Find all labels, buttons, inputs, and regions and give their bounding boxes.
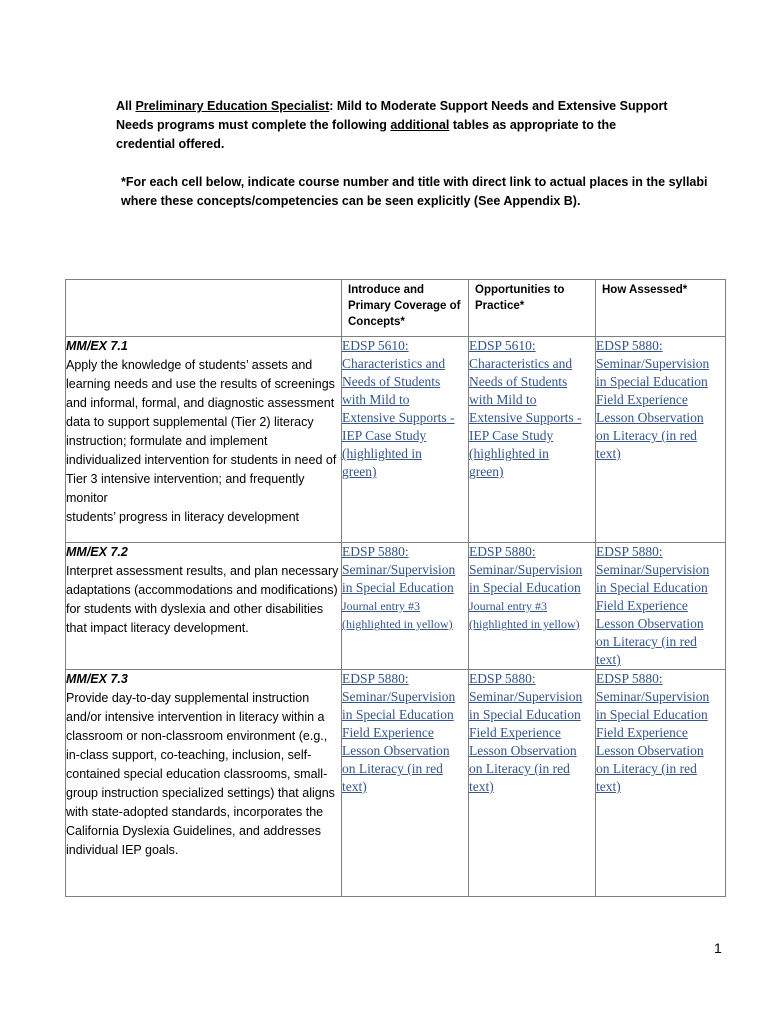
syllabus-link-line[interactable]: Field Experience: [596, 392, 688, 407]
syllabus-link-line[interactable]: EDSP 5880:: [596, 338, 663, 353]
practice-cell: [469, 670, 596, 897]
header-blank: [66, 280, 342, 337]
syllabus-link-line[interactable]: in Special Education: [596, 580, 708, 595]
standard-code: MM/EX 7.3: [66, 672, 128, 686]
syllabus-link-line[interactable]: Lesson Observation: [469, 743, 577, 758]
syllabus-link-line[interactable]: in Special Education: [596, 374, 708, 389]
standard-cell: [66, 337, 342, 543]
syllabus-link-line[interactable]: Lesson Observation: [596, 410, 704, 425]
introduce-cell: [342, 337, 469, 543]
syllabus-link-line[interactable]: Seminar/Supervision: [596, 689, 710, 704]
syllabus-link-line[interactable]: Journal entry #3: [469, 599, 547, 613]
syllabus-link-line[interactable]: with Mild to: [342, 392, 410, 407]
intro-prefix: All: [116, 99, 136, 113]
syllabus-link-line[interactable]: Extensive Supports -: [342, 410, 455, 425]
syllabus-link-line[interactable]: EDSP 5880:: [596, 671, 663, 686]
syllabus-link-line[interactable]: EDSP 5880:: [596, 544, 663, 559]
syllabus-link-line[interactable]: Field Experience: [342, 725, 434, 740]
syllabus-link-line[interactable]: on Literacy (in red: [596, 428, 697, 443]
syllabus-link-line[interactable]: Seminar/Supervision: [469, 689, 583, 704]
intro-suffix: tables as appropriate to the credential offered.: [116, 118, 617, 151]
syllabus-link-line[interactable]: in Special Education: [342, 580, 454, 595]
program-name: Preliminary Education Specialist: [135, 99, 330, 113]
syllabus-link-line[interactable]: Extensive Supports -: [469, 410, 582, 425]
standard-description-tail: students’ progress in literacy development: [66, 510, 299, 524]
syllabus-link-line[interactable]: with Mild to: [469, 392, 537, 407]
introduce-cell: [342, 670, 469, 897]
page-number: 1: [714, 940, 722, 956]
syllabus-link-line[interactable]: Seminar/Supervision: [596, 562, 710, 577]
competency-table: [65, 279, 726, 897]
syllabus-link-line[interactable]: green): [469, 464, 504, 479]
syllabus-link-line[interactable]: green): [342, 464, 377, 479]
syllabus-link-line[interactable]: Seminar/Supervision: [342, 689, 456, 704]
syllabus-link-line[interactable]: EDSP 5880:: [342, 544, 409, 559]
syllabus-link-line[interactable]: text): [469, 779, 494, 794]
syllabus-link-line[interactable]: text): [342, 779, 367, 794]
syllabus-link-line[interactable]: IEP Case Study: [469, 428, 554, 443]
standard-description: Apply the knowledge of students’ assets and learning needs and use the results of screenings and informal, formal, and diagnostic assessment data to support supplemental (Tier 2) literacy instruction; formulate and implement individualized intervention for students in need of Tier 3 intensive intervention; and frequently monitor: [66, 358, 337, 505]
syllabus-link-line[interactable]: in Special Education: [469, 580, 581, 595]
table-row: [66, 337, 726, 543]
standard-description: Interpret assessment results, and plan necessary adaptations (accommodations and modifications) for students with dyslexia and other disabilities that impact literacy development.: [66, 564, 339, 635]
syllabus-link-line[interactable]: on Literacy (in red: [596, 761, 697, 776]
syllabus-link-line[interactable]: EDSP 5880:: [342, 671, 409, 686]
standard-cell: [66, 543, 342, 670]
syllabus-link-line[interactable]: in Special Education: [469, 707, 581, 722]
syllabus-link-line[interactable]: (highlighted in yellow): [469, 617, 580, 631]
assessed-cell: [596, 670, 726, 897]
syllabus-link-line[interactable]: Journal entry #3: [342, 599, 420, 613]
standard-cell: [66, 670, 342, 897]
syllabus-link-line[interactable]: Characteristics and: [342, 356, 446, 371]
syllabus-link-line[interactable]: EDSP 5610:: [342, 338, 409, 353]
syllabus-link-line[interactable]: Needs of Students: [469, 374, 568, 389]
practice-cell: [469, 337, 596, 543]
standard-description: Provide day-to-day supplemental instruction and/or intensive intervention in literacy within a classroom or non-classroom environment (e.g., in-class support, co-teaching, inclusion, self-contained special education classrooms, small-group instruction specialized settings) that aligns with state-adopted standards, incorporates the California Dyslexia Guidelines, and addresses: [66, 691, 335, 838]
table-row: [66, 543, 726, 670]
syllabus-link-line[interactable]: Seminar/Supervision: [469, 562, 583, 577]
syllabus-link-line[interactable]: Field Experience: [596, 725, 688, 740]
intro-paragraph: [116, 97, 676, 154]
syllabus-link-line[interactable]: Field Experience: [596, 598, 688, 613]
syllabus-link-line[interactable]: Lesson Observation: [596, 616, 704, 631]
syllabus-link-line[interactable]: Field Experience: [469, 725, 561, 740]
syllabus-link-line[interactable]: (highlighted in: [469, 446, 549, 461]
syllabus-link-line[interactable]: EDSP 5610:: [469, 338, 536, 353]
table-row: [66, 670, 726, 897]
assessed-cell: [596, 543, 726, 670]
standard-code: MM/EX 7.2: [66, 545, 128, 559]
syllabus-link-line[interactable]: EDSP 5880:: [469, 671, 536, 686]
syllabus-link-line[interactable]: Lesson Observation: [596, 743, 704, 758]
syllabus-link-line[interactable]: in Special Education: [342, 707, 454, 722]
standard-description-tail: individual IEP goals.: [66, 843, 179, 857]
syllabus-link-line[interactable]: Seminar/Supervision: [342, 562, 456, 577]
intro-middle: : Mild to Moderate Support Needs and Extensive Support Needs programs must complete the following: [116, 99, 668, 132]
header-assessed: How Assessed*: [596, 280, 726, 337]
intro-emphasis: additional: [390, 118, 450, 132]
instruction-note: *For each cell below, indicate course number and title with direct link to actual places in the syllabi where these concepts/competencies can be seen explicitly (See Appendix B).: [121, 175, 708, 208]
syllabus-link-line[interactable]: text): [596, 779, 621, 794]
syllabus-link-line[interactable]: Seminar/Supervision: [596, 356, 710, 371]
syllabus-link-line[interactable]: on Literacy (in red: [469, 761, 570, 776]
syllabus-link-line[interactable]: Characteristics and: [469, 356, 573, 371]
header-practice: Opportunities to Practice*: [469, 280, 596, 337]
syllabus-link-line[interactable]: text): [596, 446, 621, 461]
syllabus-link-line[interactable]: (highlighted in: [342, 446, 422, 461]
syllabus-link-line[interactable]: on Literacy (in red: [596, 634, 697, 649]
syllabus-link-line[interactable]: EDSP 5880:: [469, 544, 536, 559]
syllabus-link-line[interactable]: on Literacy (in red: [342, 761, 443, 776]
syllabus-link-line[interactable]: (highlighted in yellow): [342, 617, 453, 631]
table-header-row: [66, 280, 726, 337]
syllabus-link-line[interactable]: text): [596, 652, 621, 667]
introduce-cell: [342, 543, 469, 670]
assessed-cell: [596, 337, 726, 543]
syllabus-link-line[interactable]: Lesson Observation: [342, 743, 450, 758]
header-introduce: Introduce and Primary Coverage of Concepts*: [342, 280, 469, 337]
standard-code: MM/EX 7.1: [66, 339, 128, 353]
syllabus-link-line[interactable]: Needs of Students: [342, 374, 441, 389]
syllabus-link-line[interactable]: in Special Education: [596, 707, 708, 722]
practice-cell: [469, 543, 596, 670]
syllabus-link-line[interactable]: IEP Case Study: [342, 428, 427, 443]
